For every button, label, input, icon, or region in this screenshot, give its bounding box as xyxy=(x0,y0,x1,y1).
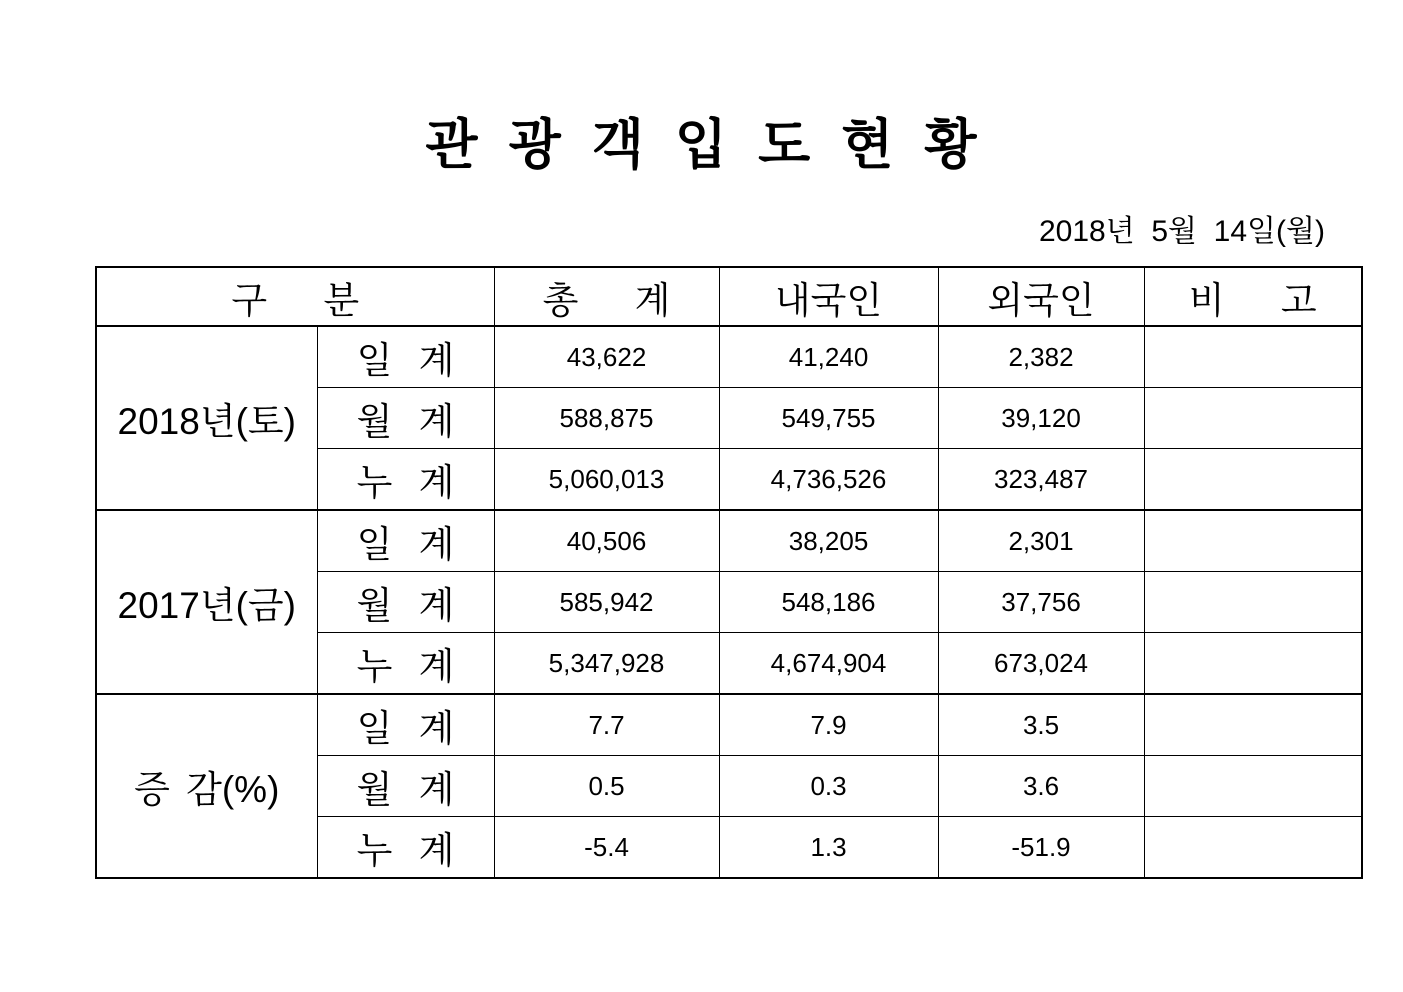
group-cell: 증 감(%) xyxy=(96,694,317,878)
group-cell: 2018년(토) xyxy=(96,326,317,510)
page-title: 관 광 객 입 도 현 황 xyxy=(425,115,978,175)
header-domestic: 내국인 xyxy=(719,267,938,326)
domestic-cell: 4,674,904 xyxy=(719,633,938,695)
row-label-cell: 일 계 xyxy=(317,510,494,572)
foreign-cell: 3.5 xyxy=(938,694,1144,756)
remarks-cell xyxy=(1144,326,1362,388)
foreign-cell: -51.9 xyxy=(938,817,1144,879)
total-cell: 588,875 xyxy=(494,388,719,449)
tourist-arrivals-table xyxy=(95,266,1363,879)
header-total: 총 계 xyxy=(494,267,719,326)
remarks-cell xyxy=(1144,572,1362,633)
foreign-cell: 2,301 xyxy=(938,510,1144,572)
domestic-cell: 0.3 xyxy=(719,756,938,817)
remarks-cell xyxy=(1144,510,1362,572)
foreign-cell: 2,382 xyxy=(938,326,1144,388)
row-label-cell: 월 계 xyxy=(317,756,494,817)
group-cell: 2017년(금) xyxy=(96,510,317,694)
total-cell: -5.4 xyxy=(494,817,719,879)
table-row xyxy=(96,510,1362,572)
row-label-cell: 일 계 xyxy=(317,694,494,756)
report-date: 2018년 5월 14일(월) xyxy=(1038,215,1325,248)
row-label-cell: 월 계 xyxy=(317,572,494,633)
domestic-cell: 548,186 xyxy=(719,572,938,633)
foreign-cell: 37,756 xyxy=(938,572,1144,633)
domestic-cell: 7.9 xyxy=(719,694,938,756)
header-foreign: 외국인 xyxy=(938,267,1144,326)
domestic-cell: 1.3 xyxy=(719,817,938,879)
header-remarks: 비 고 xyxy=(1144,267,1362,326)
row-label-cell: 누 계 xyxy=(317,817,494,879)
remarks-cell xyxy=(1144,694,1362,756)
row-label-cell: 일 계 xyxy=(317,326,494,388)
header-row xyxy=(96,267,1362,326)
foreign-cell: 3.6 xyxy=(938,756,1144,817)
table-row xyxy=(96,326,1362,388)
remarks-cell xyxy=(1144,388,1362,449)
remarks-cell xyxy=(1144,756,1362,817)
total-cell: 40,506 xyxy=(494,510,719,572)
foreign-cell: 39,120 xyxy=(938,388,1144,449)
foreign-cell: 673,024 xyxy=(938,633,1144,695)
total-cell: 0.5 xyxy=(494,756,719,817)
total-cell: 7.7 xyxy=(494,694,719,756)
domestic-cell: 549,755 xyxy=(719,388,938,449)
remarks-cell xyxy=(1144,449,1362,511)
row-label-cell: 누 계 xyxy=(317,449,494,511)
domestic-cell: 38,205 xyxy=(719,510,938,572)
total-cell: 5,347,928 xyxy=(494,633,719,695)
domestic-cell: 4,736,526 xyxy=(719,449,938,511)
remarks-cell xyxy=(1144,633,1362,695)
header-category: 구 분 xyxy=(96,267,494,326)
total-cell: 585,942 xyxy=(494,572,719,633)
table-row xyxy=(96,694,1362,756)
total-cell: 5,060,013 xyxy=(494,449,719,511)
row-label-cell: 누 계 xyxy=(317,633,494,695)
remarks-cell xyxy=(1144,817,1362,879)
row-label-cell: 월 계 xyxy=(317,388,494,449)
foreign-cell: 323,487 xyxy=(938,449,1144,511)
total-cell: 43,622 xyxy=(494,326,719,388)
domestic-cell: 41,240 xyxy=(719,326,938,388)
